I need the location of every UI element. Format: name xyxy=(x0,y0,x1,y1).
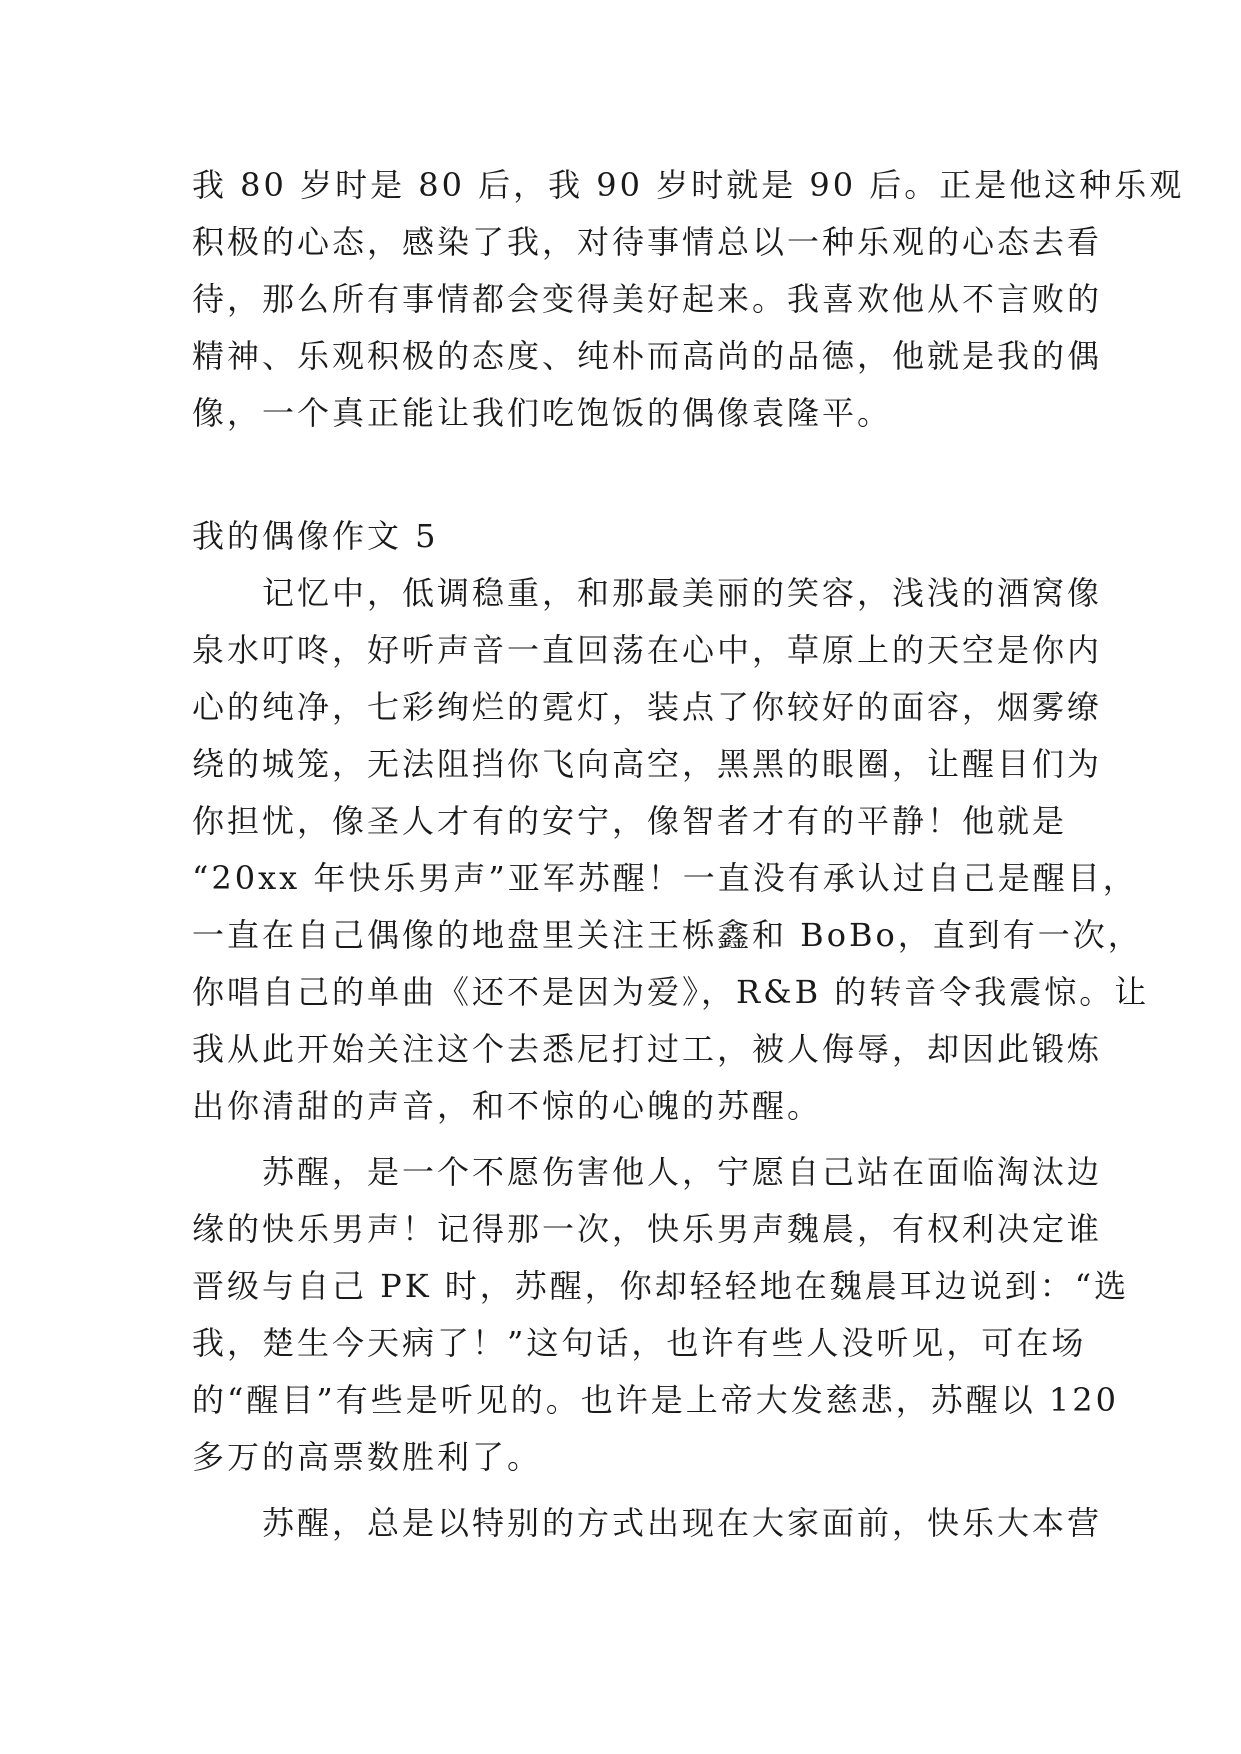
text-line: 我从此开始关注这个去悉尼打过工，被人侮辱，却因此锻炼 xyxy=(192,1030,1103,1068)
text-line: 多万的高票数胜利了。 xyxy=(192,1438,543,1476)
text-line: 泉水叮咚，好听声音一直回荡在心中，草原上的天空是你内 xyxy=(192,631,1103,669)
text-line: 出你清甜的声音，和不惊的心魄的苏醒。 xyxy=(192,1087,823,1125)
text-line: 待，那么所有事情都会变得美好起来。我喜欢他从不言败的 xyxy=(192,280,1103,318)
text-line: 心的纯净，七彩绚烂的霓灯，装点了你较好的面容，烟雾缭 xyxy=(192,688,1103,726)
text-line: 积极的心态，感染了我，对待事情总以一种乐观的心态去看 xyxy=(192,223,1103,261)
text-line: 你担忧，像圣人才有的安宁，像智者才有的平静！他就是 xyxy=(192,802,1068,840)
text-line: 苏醒，是一个不愿伤害他人，宁愿自己站在面临淘汰边 xyxy=(192,1153,1103,1191)
text-line: 像，一个真正能让我们吃饱饭的偶像袁隆平。 xyxy=(192,394,893,432)
text-line: 绕的城笼，无法阻挡你飞向高空，黑黑的眼圈，让醒目们为 xyxy=(192,745,1103,783)
text-line: 我，楚生今天病了！”这句话，也许有些人没听见，可在场 xyxy=(192,1324,1087,1362)
text-line: 苏醒，总是以特别的方式出现在大家面前，快乐大本营 xyxy=(192,1504,1103,1542)
text-line: “20xx 年快乐男声”亚军苏醒！一直没有承认过自己是醒目， xyxy=(192,859,1138,897)
text-line: 你唱自己的单曲《还不是因为爱》，R&B 的转音令我震惊。让 xyxy=(192,973,1150,1011)
text-line: 精神、乐观积极的态度、纯朴而高尚的品德，他就是我的偶 xyxy=(192,337,1103,375)
text-line: 缘的快乐男声！记得那一次，快乐男声魏晨，有权利决定谁 xyxy=(192,1210,1103,1248)
text-line: 我 80 岁时是 80 后，我 90 岁时就是 90 后。正是他这种乐观 xyxy=(192,166,1185,204)
text-line: 记忆中，低调稳重，和那最美丽的笑容，浅浅的酒窝像 xyxy=(192,574,1103,612)
text-line: 的“醒目”有些是听见的。也许是上帝大发慈悲，苏醒以 120 xyxy=(192,1381,1119,1419)
text-line: 晋级与自己 PK 时，苏醒，你却轻轻地在魏晨耳边说到：“选 xyxy=(192,1267,1130,1305)
text-line: 一直在自己偶像的地盘里关注王栎鑫和 BoBo，直到有一次， xyxy=(192,916,1143,954)
section-title: 我的偶像作文 5 xyxy=(192,517,439,555)
